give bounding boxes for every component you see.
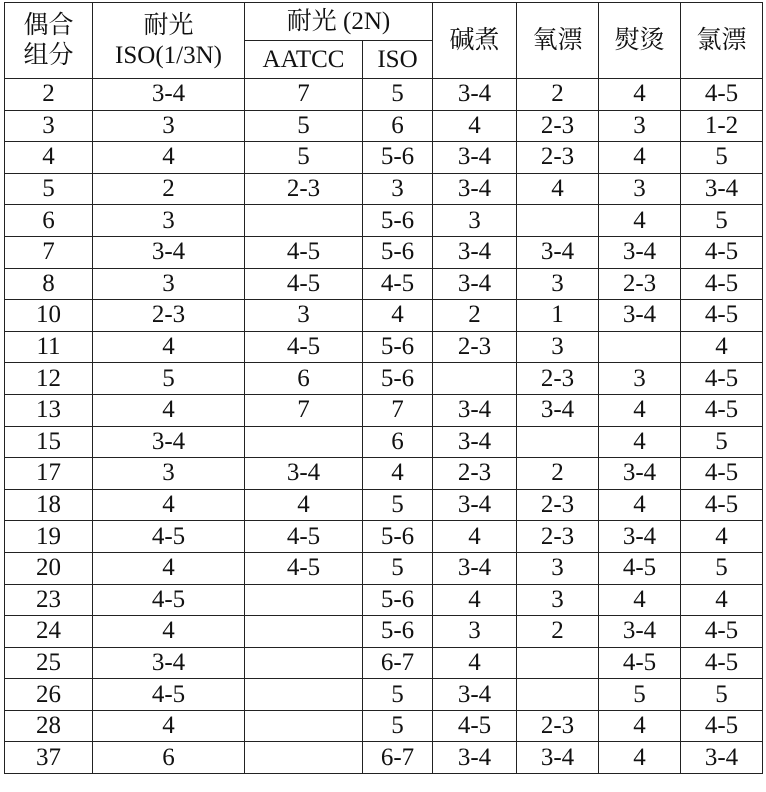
cell-ironing: 2-3 [599, 268, 681, 300]
header-coupling-line2: 组分 [23, 41, 74, 69]
cell-ironing: 4 [599, 584, 681, 616]
cell-coupling-component: 7 [5, 236, 93, 268]
cell-ironing: 4 [599, 710, 681, 742]
cell-oxygen-bleach: 3 [517, 331, 599, 363]
cell-oxygen-bleach [517, 647, 599, 679]
cell-oxygen-bleach: 4 [517, 173, 599, 205]
cell-light-2n-iso: 5-6 [363, 363, 433, 395]
cell-coupling-component: 2 [5, 79, 93, 111]
header-aatcc: AATCC [245, 41, 363, 79]
cell-ironing: 4-5 [599, 647, 681, 679]
cell-chlorine-bleach: 5 [681, 142, 763, 174]
cell-alkali-boil: 2-3 [433, 331, 517, 363]
cell-light-2n-aatcc: 4-5 [245, 552, 363, 584]
cell-light-2n-aatcc: 7 [245, 79, 363, 111]
cell-coupling-component: 4 [5, 142, 93, 174]
cell-light-2n-iso: 4 [363, 458, 433, 490]
cell-light-iso-1-3n: 2 [93, 173, 245, 205]
cell-light-2n-iso: 5 [363, 552, 433, 584]
cell-oxygen-bleach: 3-4 [517, 742, 599, 774]
header-light-line2: ISO(1/3N) [115, 41, 222, 69]
cell-coupling-component: 24 [5, 616, 93, 648]
cell-chlorine-bleach: 4 [681, 331, 763, 363]
cell-chlorine-bleach: 4-5 [681, 489, 763, 521]
cell-ironing: 4 [599, 394, 681, 426]
cell-light-2n-aatcc: 4-5 [245, 521, 363, 553]
table-row [5, 489, 763, 521]
cell-light-2n-iso: 6-7 [363, 742, 433, 774]
cell-ironing: 4 [599, 742, 681, 774]
cell-alkali-boil: 3 [433, 205, 517, 237]
cell-light-2n-iso: 5-6 [363, 142, 433, 174]
cell-oxygen-bleach: 3 [517, 552, 599, 584]
table-row [5, 458, 763, 490]
table-row [5, 173, 763, 205]
cell-light-iso-1-3n: 3-4 [93, 79, 245, 111]
cell-coupling-component: 26 [5, 679, 93, 711]
cell-chlorine-bleach: 5 [681, 426, 763, 458]
table-row [5, 394, 763, 426]
cell-light-iso-1-3n: 4 [93, 489, 245, 521]
cell-oxygen-bleach: 3 [517, 584, 599, 616]
cell-coupling-component: 5 [5, 173, 93, 205]
cell-light-iso-1-3n: 3 [93, 458, 245, 490]
cell-light-2n-aatcc: 3 [245, 300, 363, 332]
header-light-line1: 耐光 [143, 11, 194, 39]
fastness-table [4, 2, 763, 774]
cell-light-iso-1-3n: 4-5 [93, 521, 245, 553]
table-row [5, 679, 763, 711]
table-row [5, 331, 763, 363]
cell-light-iso-1-3n: 3 [93, 205, 245, 237]
cell-light-2n-aatcc [245, 710, 363, 742]
cell-coupling-component: 17 [5, 458, 93, 490]
cell-ironing: 3-4 [599, 521, 681, 553]
table-body [5, 79, 763, 774]
table-row [5, 710, 763, 742]
cell-light-2n-iso: 6 [363, 426, 433, 458]
table-row [5, 205, 763, 237]
cell-light-iso-1-3n: 4 [93, 394, 245, 426]
header-chlorine-bleach: 氯漂 [681, 3, 763, 79]
cell-light-2n-aatcc: 4-5 [245, 268, 363, 300]
cell-ironing: 4 [599, 205, 681, 237]
cell-light-iso-1-3n: 2-3 [93, 300, 245, 332]
cell-chlorine-bleach: 4-5 [681, 363, 763, 395]
cell-ironing: 3-4 [599, 616, 681, 648]
cell-alkali-boil: 2-3 [433, 458, 517, 490]
table-row [5, 426, 763, 458]
cell-chlorine-bleach: 4-5 [681, 236, 763, 268]
cell-chlorine-bleach: 4-5 [681, 616, 763, 648]
cell-light-2n-iso: 5 [363, 710, 433, 742]
cell-oxygen-bleach: 3-4 [517, 394, 599, 426]
cell-light-2n-aatcc: 4 [245, 489, 363, 521]
header-row-1 [5, 3, 763, 41]
table-header [5, 3, 763, 79]
cell-ironing [599, 331, 681, 363]
cell-light-iso-1-3n: 3-4 [93, 426, 245, 458]
cell-oxygen-bleach: 2-3 [517, 710, 599, 742]
cell-light-iso-1-3n: 3 [93, 268, 245, 300]
cell-light-2n-aatcc [245, 742, 363, 774]
cell-oxygen-bleach: 2-3 [517, 110, 599, 142]
cell-alkali-boil: 3-4 [433, 236, 517, 268]
cell-chlorine-bleach: 4-5 [681, 79, 763, 111]
cell-light-iso-1-3n: 3-4 [93, 647, 245, 679]
cell-alkali-boil: 3-4 [433, 426, 517, 458]
cell-light-iso-1-3n: 4 [93, 710, 245, 742]
cell-ironing: 4 [599, 426, 681, 458]
cell-oxygen-bleach: 2-3 [517, 363, 599, 395]
cell-chlorine-bleach: 4-5 [681, 458, 763, 490]
cell-light-2n-iso: 4 [363, 300, 433, 332]
table-row [5, 584, 763, 616]
cell-light-2n-aatcc [245, 647, 363, 679]
cell-chlorine-bleach: 4-5 [681, 300, 763, 332]
cell-light-iso-1-3n: 4-5 [93, 679, 245, 711]
cell-coupling-component: 3 [5, 110, 93, 142]
header-alkali-boil: 碱煮 [433, 3, 517, 79]
cell-light-iso-1-3n: 3-4 [93, 236, 245, 268]
header-light-iso-1-3n [93, 3, 245, 79]
cell-light-iso-1-3n: 4 [93, 142, 245, 174]
cell-light-2n-aatcc [245, 584, 363, 616]
cell-ironing: 3 [599, 173, 681, 205]
cell-light-2n-iso: 5-6 [363, 616, 433, 648]
header-light-2n: 耐光 (2N) [245, 3, 433, 41]
cell-alkali-boil [433, 363, 517, 395]
cell-ironing: 3-4 [599, 236, 681, 268]
cell-ironing: 3-4 [599, 458, 681, 490]
cell-light-2n-aatcc: 6 [245, 363, 363, 395]
cell-ironing: 3 [599, 110, 681, 142]
cell-chlorine-bleach: 4 [681, 521, 763, 553]
header-iso: ISO [363, 41, 433, 79]
cell-chlorine-bleach: 5 [681, 679, 763, 711]
cell-light-2n-iso: 5 [363, 679, 433, 711]
cell-light-2n-iso: 5-6 [363, 331, 433, 363]
cell-oxygen-bleach: 2-3 [517, 142, 599, 174]
cell-alkali-boil: 3-4 [433, 79, 517, 111]
cell-alkali-boil: 3 [433, 616, 517, 648]
cell-light-iso-1-3n: 4 [93, 331, 245, 363]
cell-oxygen-bleach [517, 679, 599, 711]
table-row [5, 742, 763, 774]
table-row [5, 552, 763, 584]
cell-light-2n-iso: 3 [363, 173, 433, 205]
cell-light-2n-iso: 7 [363, 394, 433, 426]
cell-alkali-boil: 3-4 [433, 268, 517, 300]
header-coupling-line1: 偶合 [23, 11, 74, 39]
cell-oxygen-bleach: 1 [517, 300, 599, 332]
table-row [5, 363, 763, 395]
table-row [5, 521, 763, 553]
cell-light-2n-iso: 5-6 [363, 584, 433, 616]
table-row [5, 616, 763, 648]
table-row [5, 236, 763, 268]
cell-alkali-boil: 3-4 [433, 679, 517, 711]
cell-coupling-component: 13 [5, 394, 93, 426]
cell-coupling-component: 25 [5, 647, 93, 679]
table-row [5, 268, 763, 300]
cell-chlorine-bleach: 3-4 [681, 173, 763, 205]
cell-light-iso-1-3n: 4-5 [93, 584, 245, 616]
cell-ironing: 5 [599, 679, 681, 711]
header-oxygen-bleach: 氧漂 [517, 3, 599, 79]
header-ironing: 熨烫 [599, 3, 681, 79]
cell-ironing: 3 [599, 363, 681, 395]
cell-light-iso-1-3n: 3 [93, 110, 245, 142]
cell-chlorine-bleach: 4-5 [681, 710, 763, 742]
cell-alkali-boil: 3-4 [433, 552, 517, 584]
cell-light-2n-iso: 5-6 [363, 521, 433, 553]
cell-coupling-component: 23 [5, 584, 93, 616]
cell-coupling-component: 11 [5, 331, 93, 363]
cell-ironing: 3-4 [599, 300, 681, 332]
cell-ironing: 4 [599, 142, 681, 174]
cell-oxygen-bleach: 2-3 [517, 489, 599, 521]
cell-oxygen-bleach: 2 [517, 79, 599, 111]
table-row [5, 79, 763, 111]
cell-chlorine-bleach: 4-5 [681, 268, 763, 300]
cell-coupling-component: 18 [5, 489, 93, 521]
cell-chlorine-bleach: 5 [681, 205, 763, 237]
cell-alkali-boil: 3-4 [433, 742, 517, 774]
cell-oxygen-bleach [517, 426, 599, 458]
cell-light-2n-aatcc [245, 679, 363, 711]
cell-alkali-boil: 4-5 [433, 710, 517, 742]
cell-alkali-boil: 4 [433, 584, 517, 616]
cell-light-2n-aatcc: 4-5 [245, 331, 363, 363]
cell-light-2n-aatcc: 5 [245, 110, 363, 142]
cell-alkali-boil: 3-4 [433, 142, 517, 174]
cell-coupling-component: 28 [5, 710, 93, 742]
cell-chlorine-bleach: 4-5 [681, 394, 763, 426]
cell-ironing: 4-5 [599, 552, 681, 584]
cell-alkali-boil: 2 [433, 300, 517, 332]
cell-oxygen-bleach: 2 [517, 616, 599, 648]
header-coupling-component [5, 3, 93, 79]
cell-alkali-boil: 4 [433, 521, 517, 553]
cell-ironing: 4 [599, 79, 681, 111]
cell-light-2n-iso: 5 [363, 489, 433, 521]
cell-alkali-boil: 4 [433, 110, 517, 142]
cell-light-2n-aatcc [245, 205, 363, 237]
cell-chlorine-bleach: 5 [681, 552, 763, 584]
cell-coupling-component: 12 [5, 363, 93, 395]
cell-coupling-component: 15 [5, 426, 93, 458]
cell-light-2n-aatcc: 7 [245, 394, 363, 426]
cell-light-2n-aatcc: 5 [245, 142, 363, 174]
cell-chlorine-bleach: 4 [681, 584, 763, 616]
cell-light-2n-aatcc [245, 426, 363, 458]
cell-light-2n-iso: 4-5 [363, 268, 433, 300]
cell-ironing: 4 [599, 489, 681, 521]
cell-chlorine-bleach: 1-2 [681, 110, 763, 142]
cell-oxygen-bleach: 2 [517, 458, 599, 490]
cell-alkali-boil: 3-4 [433, 394, 517, 426]
cell-light-iso-1-3n: 4 [93, 616, 245, 648]
cell-light-iso-1-3n: 5 [93, 363, 245, 395]
cell-oxygen-bleach: 2-3 [517, 521, 599, 553]
cell-light-2n-iso: 5-6 [363, 205, 433, 237]
cell-chlorine-bleach: 3-4 [681, 742, 763, 774]
cell-light-iso-1-3n: 6 [93, 742, 245, 774]
cell-oxygen-bleach [517, 205, 599, 237]
cell-coupling-component: 20 [5, 552, 93, 584]
cell-oxygen-bleach: 3-4 [517, 236, 599, 268]
cell-light-2n-iso: 5-6 [363, 236, 433, 268]
cell-light-iso-1-3n: 4 [93, 552, 245, 584]
cell-light-2n-iso: 6-7 [363, 647, 433, 679]
cell-alkali-boil: 3-4 [433, 489, 517, 521]
cell-light-2n-aatcc: 3-4 [245, 458, 363, 490]
table-row [5, 142, 763, 174]
cell-alkali-boil: 3-4 [433, 173, 517, 205]
cell-coupling-component: 10 [5, 300, 93, 332]
cell-oxygen-bleach: 3 [517, 268, 599, 300]
cell-light-2n-aatcc: 2-3 [245, 173, 363, 205]
cell-coupling-component: 8 [5, 268, 93, 300]
cell-light-2n-iso: 5 [363, 79, 433, 111]
cell-coupling-component: 6 [5, 205, 93, 237]
cell-coupling-component: 19 [5, 521, 93, 553]
table-row [5, 647, 763, 679]
cell-alkali-boil: 4 [433, 647, 517, 679]
table-row [5, 300, 763, 332]
table-row [5, 110, 763, 142]
cell-coupling-component: 37 [5, 742, 93, 774]
cell-light-2n-aatcc: 4-5 [245, 236, 363, 268]
cell-light-2n-aatcc [245, 616, 363, 648]
cell-chlorine-bleach: 4-5 [681, 647, 763, 679]
cell-light-2n-iso: 6 [363, 110, 433, 142]
